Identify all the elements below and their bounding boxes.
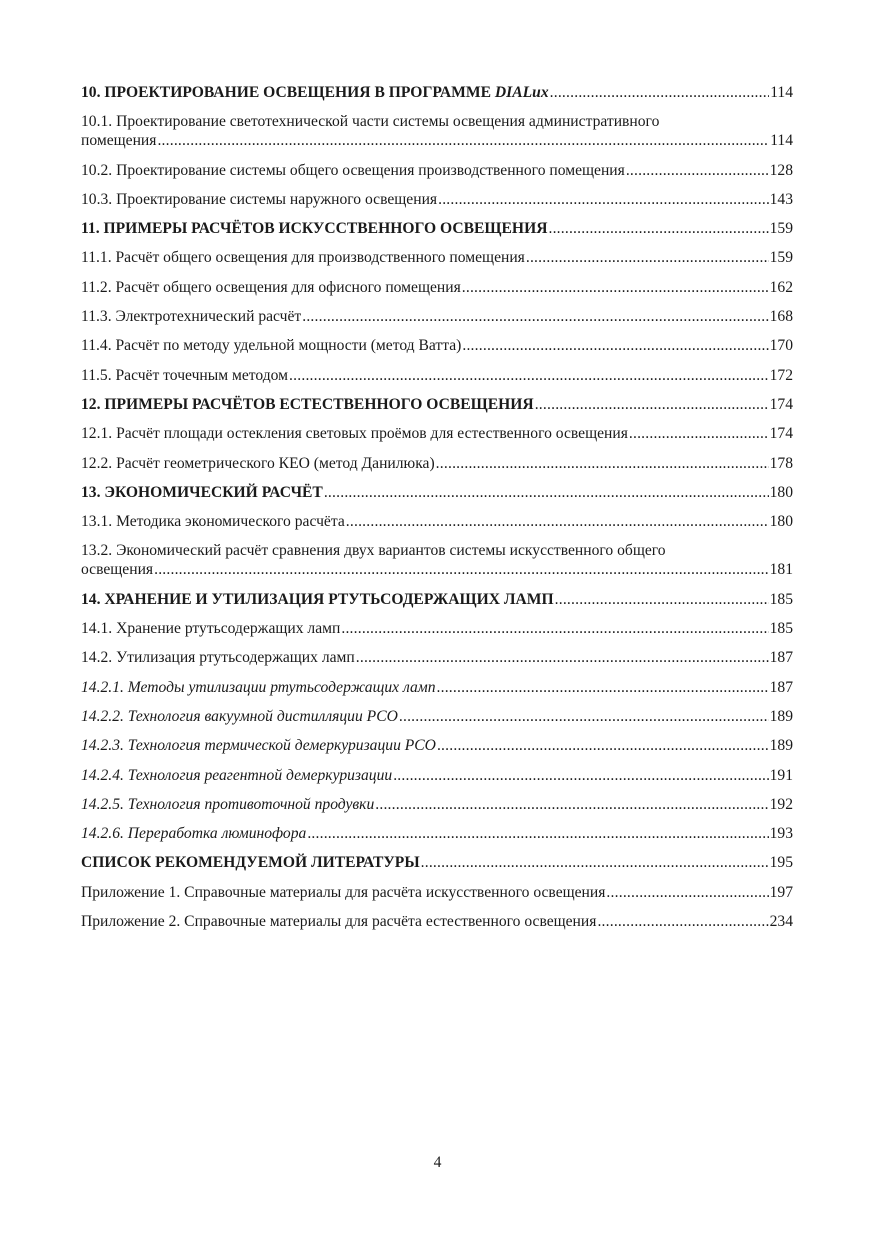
dot-leader (606, 883, 768, 902)
toc-entry-page: 128 (769, 161, 793, 179)
toc-entry-title: 14. ХРАНЕНИЕ И УТИЛИЗАЦИЯ РТУТЬСОДЕРЖАЩИХ ЛАМП (81, 590, 554, 608)
toc-entry[interactable] (81, 278, 793, 297)
dot-leader (356, 648, 769, 667)
dot-leader (341, 619, 768, 638)
toc-entry[interactable] (81, 454, 793, 473)
toc-entry[interactable] (81, 483, 793, 502)
dot-leader (437, 678, 769, 697)
toc-entry-page: 159 (769, 220, 793, 238)
dot-leader (399, 707, 769, 726)
toc-entry-title: 14.2. Утилизация ртутьсодержащих ламп (81, 649, 355, 667)
toc-entry-title: СПИСОК РЕКОМЕНДУЕМОЙ ЛИТЕРАТУРЫ (81, 854, 420, 872)
toc-entry[interactable] (81, 824, 793, 843)
dot-leader (437, 736, 769, 755)
toc-entry-page: 195 (769, 854, 793, 872)
toc-entry-page: 174 (769, 395, 793, 413)
toc-entry-title: Приложение 2. Справочные материалы для расчёта естественного освещения (81, 913, 597, 931)
toc-entry-title: 14.1. Хранение ртутьсодержащих ламп (81, 620, 341, 638)
toc-entry-title: 14.2.3. Технология термической демеркуризации РСО (81, 737, 436, 755)
toc-entry-page: 162 (769, 278, 793, 296)
toc-entry-page: 193 (769, 825, 793, 843)
toc-entry[interactable] (81, 736, 793, 755)
toc-entry-title: 13.2. Экономический расчёт сравнения двух вариантов системы искусственного общего (81, 542, 666, 560)
toc-entry-page: 172 (769, 366, 793, 384)
toc-entry-page: 192 (769, 795, 793, 813)
toc-entry[interactable] (81, 112, 793, 150)
dot-leader (629, 424, 769, 443)
toc-entry-page: 234 (769, 913, 793, 931)
dot-leader (393, 766, 768, 785)
dot-leader (462, 336, 768, 355)
toc-entry-title: 11.3. Электротехнический расчёт (81, 308, 302, 326)
toc-entry-page: 159 (769, 249, 793, 267)
toc-entry-page: 197 (769, 883, 793, 901)
toc-entry[interactable] (81, 853, 793, 872)
toc-entry-title: 14.2.1. Методы утилизации ртутьсодержащих ламп (81, 678, 436, 696)
dot-leader (421, 853, 769, 872)
toc-entry-title: 11.1. Расчёт общего освещения для производственного помещения (81, 249, 525, 267)
toc-entry-title: 14.2.4. Технология реагентной демеркуризации (81, 766, 393, 784)
toc-entry-page: 189 (769, 707, 793, 725)
toc-entry-title: 12.1. Расчёт площади остекления световых проёмов для естественного освещения (81, 425, 628, 443)
toc-entry[interactable] (81, 336, 793, 355)
toc-entry[interactable] (81, 161, 793, 180)
dot-leader (289, 366, 769, 385)
dot-leader (346, 512, 769, 531)
dot-leader (462, 278, 769, 297)
toc-entry-page: 189 (769, 737, 793, 755)
toc-entry-page: 174 (769, 425, 793, 443)
dot-leader (550, 83, 770, 102)
dot-leader (626, 161, 769, 180)
toc-entry[interactable] (81, 366, 793, 385)
toc-entry[interactable] (81, 219, 793, 238)
toc-entry-title: 11.5. Расчёт точечным методом (81, 366, 289, 384)
toc-entry-page: 185 (769, 620, 793, 638)
toc-entry-title: 10.2. Проектирование системы общего освещения производственного помещения (81, 161, 625, 179)
table-of-contents (81, 83, 793, 941)
toc-entry-page: 180 (769, 483, 793, 501)
toc-entry-page: 170 (769, 337, 793, 355)
dot-leader (597, 912, 768, 931)
toc-entry[interactable] (81, 424, 793, 443)
toc-entry-page: 114 (770, 132, 793, 150)
toc-entry-title: 12.2. Расчёт геометрического КЕО (метод Данилюка) (81, 454, 435, 472)
toc-entry-title: 10.1. Проектирование светотехнической части системы освещения административного (81, 113, 660, 131)
toc-entry[interactable] (81, 248, 793, 267)
toc-entry[interactable] (81, 307, 793, 326)
dot-leader (526, 248, 769, 267)
toc-entry-page: 168 (769, 308, 793, 326)
toc-entry-title: 14.2.5. Технология противоточной продувки (81, 795, 375, 813)
toc-entry[interactable] (81, 83, 793, 102)
dot-leader (302, 307, 768, 326)
dot-leader (555, 590, 769, 609)
toc-entry-title: 11.4. Расчёт по методу удельной мощности (метод Ватта) (81, 337, 462, 355)
toc-entry-page: 143 (769, 190, 793, 208)
toc-entry[interactable] (81, 678, 793, 697)
toc-entry-title: 10.3. Проектирование системы наружного освещения (81, 190, 438, 208)
dot-leader (535, 395, 769, 414)
toc-entry-title-emphasis: DIALux (494, 84, 549, 101)
toc-entry-page: 191 (769, 766, 793, 784)
toc-entry-title: 13.1. Методика экономического расчёта (81, 513, 345, 531)
toc-entry-title: 14.2.2. Технология вакуумной дистилляции РСО (81, 707, 398, 725)
toc-entry-page: 178 (769, 454, 793, 472)
toc-entry[interactable] (81, 912, 793, 931)
toc-entry[interactable] (81, 766, 793, 785)
toc-entry-page: 181 (769, 561, 793, 579)
toc-entry-title: 11.2. Расчёт общего освещения для офисного помещения (81, 278, 461, 296)
toc-entry[interactable] (81, 190, 793, 209)
toc-entry-title-continued: помещения (81, 132, 157, 150)
page-number: 4 (433, 1154, 442, 1171)
toc-entry-title: 11. ПРИМЕРЫ РАСЧЁТОВ ИСКУССТВЕННОГО ОСВЕЩЕНИЯ (81, 220, 548, 238)
toc-entry[interactable] (81, 395, 793, 414)
toc-entry[interactable] (81, 795, 793, 814)
dot-leader (307, 824, 768, 843)
toc-entry-title: 10. ПРОЕКТИРОВАНИЕ ОСВЕЩЕНИЯ В ПРОГРАММЕ DIALux (81, 84, 549, 101)
dot-leader (436, 454, 769, 473)
toc-entry-title: 13. ЭКОНОМИЧЕСКИЙ РАСЧЁТ (81, 483, 323, 501)
toc-entry-title: 14.2.6. Переработка люминофора (81, 825, 307, 843)
toc-entry[interactable] (81, 883, 793, 902)
toc-entry[interactable] (81, 541, 793, 579)
toc-entry[interactable] (81, 707, 793, 726)
toc-entry-title: Приложение 1. Справочные материалы для расчёта искусственного освещения (81, 883, 606, 901)
toc-entry[interactable] (81, 512, 793, 531)
toc-entry-page: 114 (770, 84, 793, 101)
toc-entry-page: 187 (769, 649, 793, 667)
dot-leader (375, 795, 768, 814)
toc-entry-title: 12. ПРИМЕРЫ РАСЧЁТОВ ЕСТЕСТВЕННОГО ОСВЕЩЕНИЯ (81, 395, 534, 413)
dot-leader (438, 190, 769, 209)
toc-entry-page: 185 (769, 590, 793, 608)
toc-entry[interactable] (81, 590, 793, 609)
dot-leader (324, 483, 769, 502)
dot-leader (548, 219, 768, 238)
toc-entry-page: 180 (769, 513, 793, 531)
dot-leader (157, 131, 769, 150)
toc-entry-title-continued: освещения (81, 561, 154, 579)
toc-entry[interactable] (81, 619, 793, 638)
toc-entry-page: 187 (769, 678, 793, 696)
toc-entry[interactable] (81, 648, 793, 667)
dot-leader (154, 560, 769, 579)
